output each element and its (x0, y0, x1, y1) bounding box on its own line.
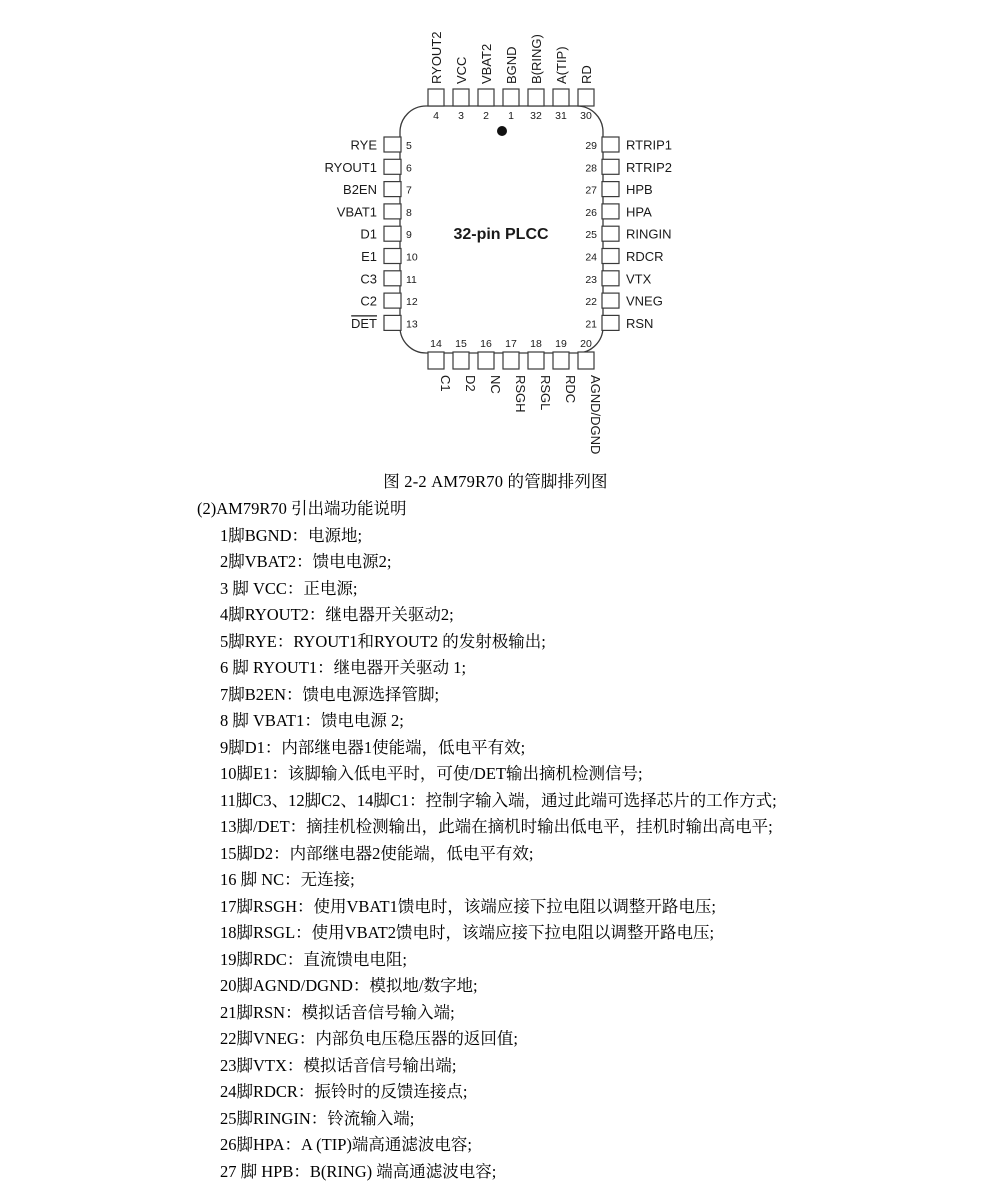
pin-label: RDC (563, 375, 578, 403)
text-line: 18脚RSGL：使用VBAT2馈电时，该端应接下拉电阻以调整开路电压; (0, 920, 991, 947)
text-line: 16 脚 NC：无连接; (0, 867, 991, 894)
text-line: 23脚VTX：模拟话音信号输出端; (0, 1053, 991, 1080)
pin-number: 8 (406, 207, 412, 219)
text-line: 10脚E1：该脚输入低电平时，可使/DET输出摘机检测信号; (0, 761, 991, 788)
pin-label: NC (488, 375, 503, 394)
pin-number: 22 (585, 296, 597, 308)
text-line: 1脚BGND：电源地; (0, 523, 991, 550)
text-line: 3 脚 VCC：正电源; (0, 576, 991, 603)
text-line: 5脚RYE：RYOUT1和RYOUT2 的发射极输出; (0, 629, 991, 656)
figure-caption: 图 2-2 AM79R70 的管脚排列图 (0, 468, 991, 492)
pin-number: 25 (585, 229, 597, 241)
pin-label: VBAT1 (337, 204, 377, 219)
pin-number: 15 (455, 338, 467, 350)
pin-box (384, 315, 401, 330)
pin-box (453, 89, 469, 106)
pin-number: 14 (430, 338, 442, 350)
pin-number: 32 (530, 110, 542, 122)
pin-label: AGND/DGND (588, 375, 603, 454)
text-line: 27 脚 HPB：B(RING) 端高通滤波电容; (0, 1159, 991, 1185)
pin-box (553, 352, 569, 369)
pin-label: B(RING) (529, 34, 544, 84)
pin-number: 24 (585, 252, 597, 264)
pin-number: 10 (406, 252, 418, 264)
pin-box (478, 89, 494, 106)
text-line: 11脚C3、12脚C2、14脚C1：控制字输入端，通过此端可选择芯片的工作方式; (0, 788, 991, 815)
text-line: 8 脚 VBAT1：馈电电源 2; (0, 708, 991, 735)
pinout-figure (0, 0, 991, 465)
pin-box (384, 182, 401, 197)
text-line: 15脚D2：内部继电器2使能端，低电平有效; (0, 841, 991, 868)
pin-box (553, 89, 569, 106)
pin-box (384, 249, 401, 264)
pin-number: 31 (555, 110, 567, 122)
pin-label: VNEG (626, 294, 663, 309)
pin-number: 3 (458, 110, 464, 122)
pin-label: RD (579, 65, 594, 84)
pin-label: BGND (504, 46, 519, 84)
pin-box (602, 315, 619, 330)
pin-box (602, 293, 619, 308)
pin-label: RYOUT2 (429, 32, 444, 85)
pin-box (503, 89, 519, 106)
pin-number: 30 (580, 110, 592, 122)
pin-box (384, 271, 401, 286)
pin-number: 5 (406, 140, 412, 152)
text-line: 21脚RSN：模拟话音信号输入端; (0, 1000, 991, 1027)
pin-box (503, 352, 519, 369)
pin-number: 2 (483, 110, 489, 122)
pin-label: RSGL (538, 375, 553, 410)
pin-box (528, 352, 544, 369)
pin-label: A(TIP) (554, 46, 569, 84)
pin-number: 16 (480, 338, 492, 350)
pin-box (384, 137, 401, 152)
pin-box (428, 89, 444, 106)
pin-box (602, 271, 619, 286)
text-line: 13脚/DET：摘挂机检测输出，此端在摘机时输出低电平，挂机时输出高电平; (0, 814, 991, 841)
text-line: (2)AM79R70 引出端功能说明 (0, 496, 991, 523)
pin-box (602, 226, 619, 241)
chip-center-label: 32-pin PLCC (453, 226, 549, 243)
pin-box (602, 159, 619, 174)
pin-label: RYOUT1 (325, 160, 378, 175)
pin-label: VTX (626, 271, 652, 286)
pin-label: C3 (360, 271, 377, 286)
pin-function-description (0, 496, 991, 1185)
pin-label: C1 (438, 375, 453, 392)
pin-number: 9 (406, 229, 412, 241)
text-line: 2脚VBAT2：馈电电源2; (0, 549, 991, 576)
pin-number: 4 (433, 110, 439, 122)
pin-number: 20 (580, 338, 592, 350)
pin-number: 21 (585, 318, 597, 330)
pin-label: HPA (626, 204, 652, 219)
text-line: 24脚RDCR：振铃时的反馈连接点; (0, 1079, 991, 1106)
pin-box (384, 204, 401, 219)
text-line: 20脚AGND/DGND：模拟地/数字地; (0, 973, 991, 1000)
pin-number: 26 (585, 207, 597, 219)
pin-label: E1 (361, 249, 377, 264)
pin-label: RINGIN (626, 227, 672, 242)
pin-number: 23 (585, 274, 597, 286)
pin-label: C2 (360, 294, 377, 309)
pin-label: RDCR (626, 249, 664, 264)
pin-label: RSGH (513, 375, 528, 413)
pin-number: 17 (505, 338, 517, 350)
pin-box (428, 352, 444, 369)
pin-box (384, 226, 401, 241)
text-line: 6 脚 RYOUT1：继电器开关驱动 1; (0, 655, 991, 682)
pin-number: 1 (508, 110, 514, 122)
text-line: 22脚VNEG：内部负电压稳压器的返回值; (0, 1026, 991, 1053)
pin-number: 13 (406, 318, 418, 330)
pin-label: RSN (626, 316, 653, 331)
pin-label: RYE (351, 138, 378, 153)
pin-box (478, 352, 494, 369)
pin-label: VBAT2 (479, 44, 494, 84)
pin-number: 27 (585, 185, 597, 197)
pin-label: D2 (463, 375, 478, 392)
pin-number: 28 (585, 162, 597, 174)
pin-box (578, 89, 594, 106)
pin-number: 29 (585, 140, 597, 152)
pin-number: 6 (406, 162, 412, 174)
pin-box (602, 249, 619, 264)
pin-label: RTRIP1 (626, 138, 672, 153)
text-line: 9脚D1：内部继电器1使能端，低电平有效; (0, 735, 991, 762)
text-line: 26脚HPA：A (TIP)端高通滤波电容; (0, 1132, 991, 1159)
pin-label: D1 (360, 227, 377, 242)
pin-label: HPB (626, 182, 653, 197)
pin-label: B2EN (343, 182, 377, 197)
text-line: 17脚RSGH：使用VBAT1馈电时，该端应接下拉电阻以调整开路电压; (0, 894, 991, 921)
pin-box (578, 352, 594, 369)
pin-label: RTRIP2 (626, 160, 672, 175)
pin1-dot (497, 126, 507, 136)
pin-box (602, 137, 619, 152)
pin-box (384, 293, 401, 308)
pin-box (384, 159, 401, 174)
pin-number: 12 (406, 296, 418, 308)
pin-box (528, 89, 544, 106)
pin-number: 18 (530, 338, 542, 350)
pin-box (602, 204, 619, 219)
pin-box (602, 182, 619, 197)
pin-number: 7 (406, 185, 412, 197)
text-line: 7脚B2EN：馈电电源选择管脚; (0, 682, 991, 709)
pin-number: 11 (406, 274, 417, 286)
plcc-pinout-diagram (0, 0, 991, 465)
pin-label: VCC (454, 57, 469, 84)
bottom-pins-group (428, 338, 603, 454)
text-line: 4脚RYOUT2：继电器开关驱动2; (0, 602, 991, 629)
pin-number: 19 (555, 338, 567, 350)
pin-box (453, 352, 469, 369)
text-line: 19脚RDC：直流馈电电阻; (0, 947, 991, 974)
pin-label: DET (351, 316, 377, 331)
text-line: 25脚RINGIN：铃流输入端; (0, 1106, 991, 1133)
